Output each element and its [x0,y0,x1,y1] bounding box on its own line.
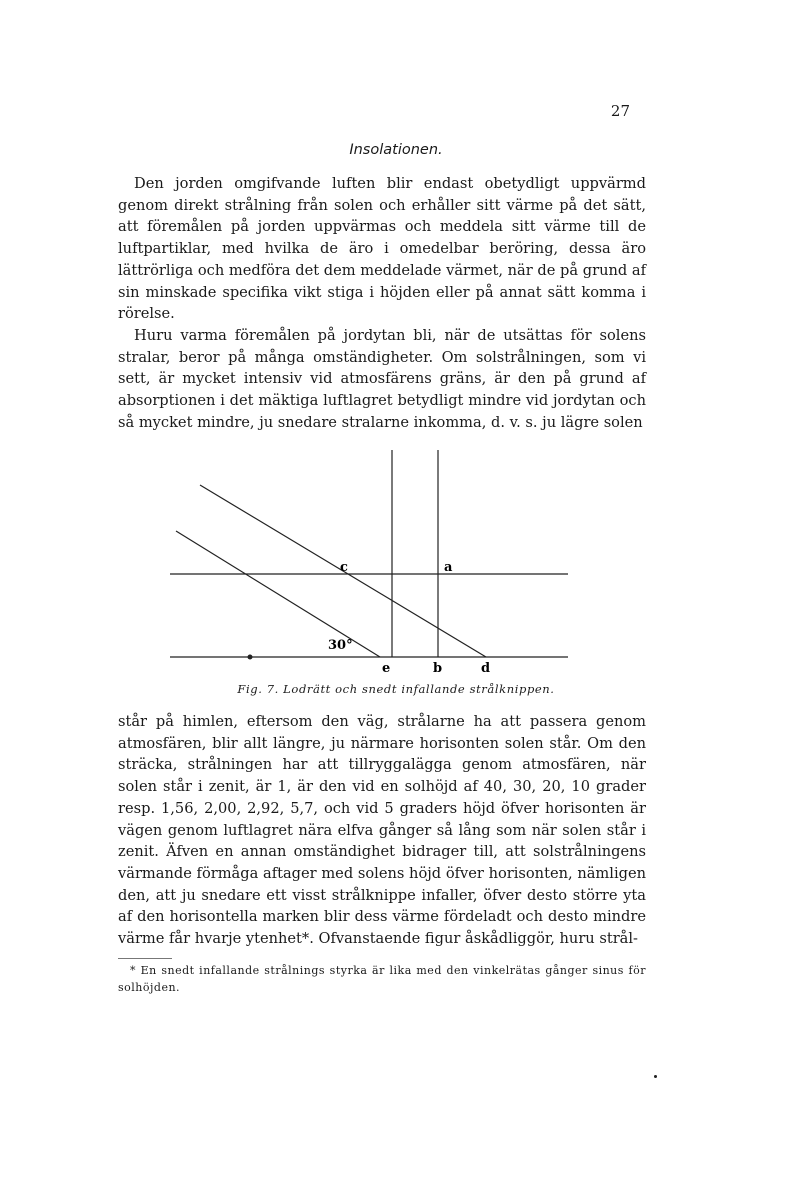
label-b: b [433,661,443,675]
paragraph-3: står på himlen, eftersom den väg, strålarne ha att passera genom atmosfären, blir allt längre, ju närmare horisonten solen står. Om den sträcka, strålningen har att tillryggalägga genom atmosfären, när solen står i zenit, är 1, är den vid en solhöjd af 40, 30, 20, 10 grader resp. 1,56, 2,00, 2,92, 5,7, och vid 5 graders höjd öfver horisonten är vägen genom luftlagret nära elfva gånger så lång som när solen står i zenit. Äfven en annan omständighet bidrager till, att solstrålningens värmande förmåga aftager med solens höjd öfver horisonten, nämligen den, att ju snedare ett visst strålknippe infaller, öfver desto större yta af den horisontella marken blir dess värme fördeladt och desto mindre värme får hvarje ytenhet*. Ofvanstaende figur åskådliggör, huru strål- [118,713,646,948]
ground-point [248,655,253,660]
label-c: c [340,560,348,575]
label-d: d [481,661,491,675]
diagram-svg [160,445,580,675]
section-title: Insolationen. [349,142,443,158]
figure-caption: Fig. 7. Lodrätt och snedt infallande strålknippen. [237,682,555,696]
footnote-rule [118,958,172,959]
page-speck [654,1075,657,1078]
label-angle: 30° [328,638,353,653]
paragraph-1: Den jorden omgifvande luften blir endast obetydligt uppvärmd genom direkt strålning från solen och erhåller sitt värme på det sätt, att föremålen på jorden uppvärmas och meddela sitt värme till de luftpartiklar, med hvilka de äro i omedelbar beröring, dessa äro lättrörliga och medföra det dem meddelade värmet, när de på grund af sin minskade specifika vikt stiga i höjden eller på annat sätt komma i rörelse. [118,175,646,323]
figure-sun-rays-diagram [160,445,580,675]
label-e: e [382,661,391,675]
paragraph-2: Huru varma föremålen på jordytan bli, när de utsättas för solens stralar, beror på många omständigheter. Om solstrålningen, som vi sett, är mycket intensiv vid atmosfärens gräns, är den på grund af absorptionen i det mäktiga luftlagret betydligt mindre vid jordytan och så mycket mindre, ju snedare stralarne inkomma, d. v. s. ju lägre solen [118,327,646,431]
label-a: a [444,560,453,575]
page-number: 27 [610,102,630,120]
footnote: * En snedt infallande strålnings styrka är lika med den vinkelrätas gånger sinus för solhöjden. [118,964,646,994]
